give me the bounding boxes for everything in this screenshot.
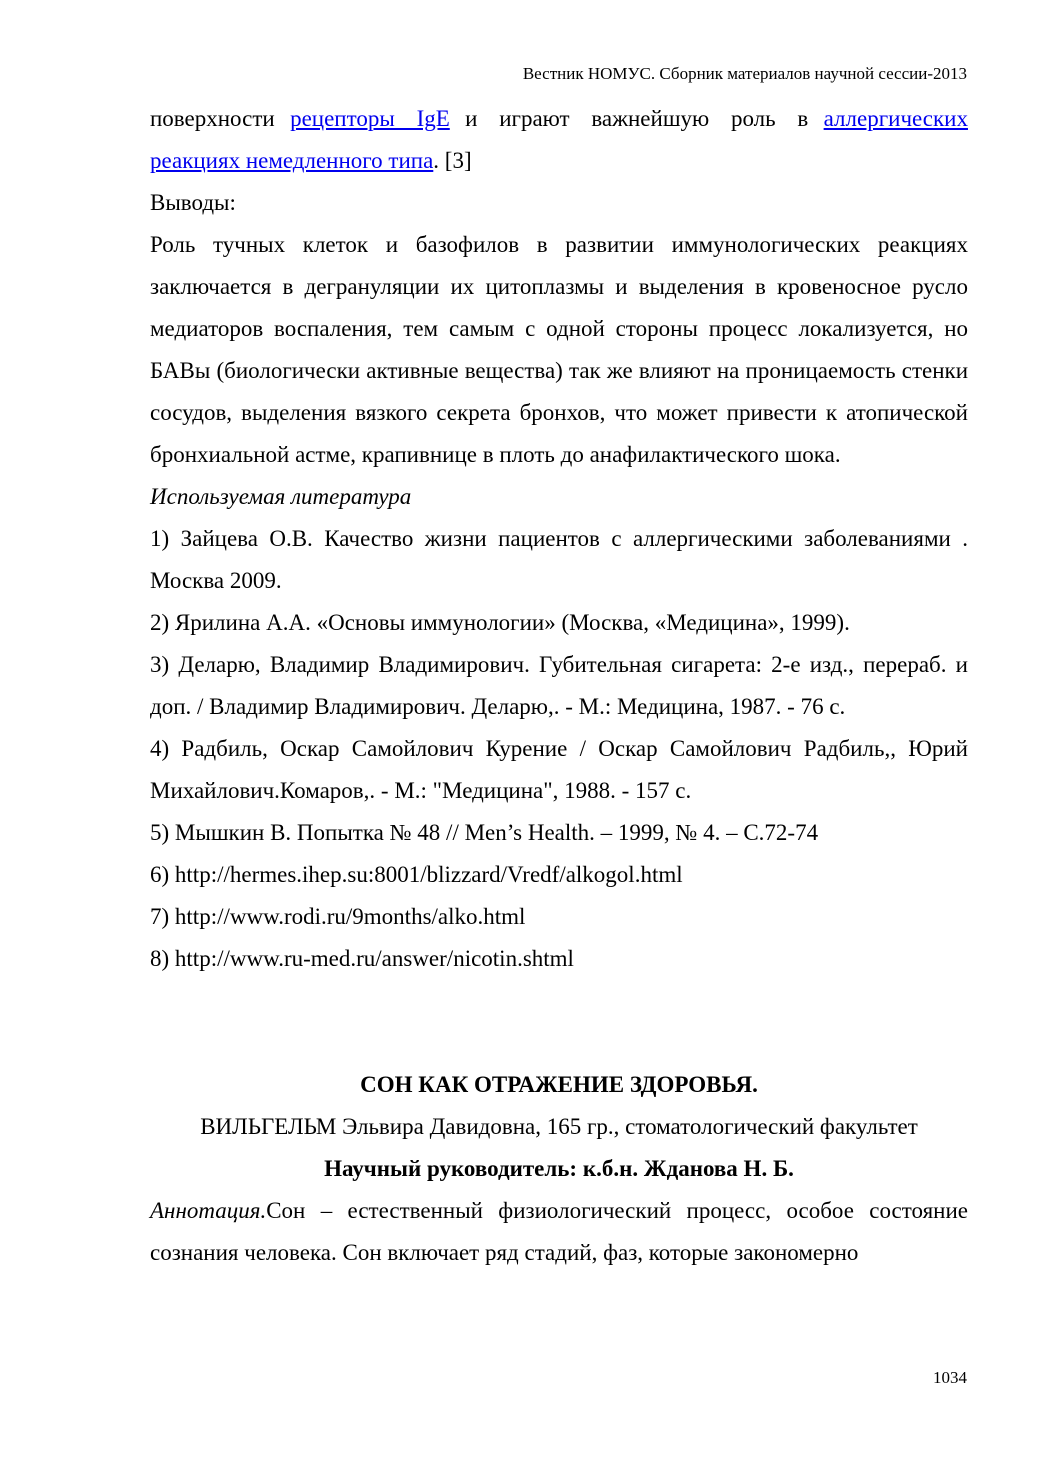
reference-item-5: 5) Мышкин В. Попытка № 48 // Men’s Health. – 1999, № 4. – С.72-74 [150, 820, 819, 845]
reference-item-6: 6) http://hermes.ihep.su:8001/blizzard/Vredf/alkogol.html [150, 862, 683, 887]
intro-paragraph [150, 98, 968, 182]
article-title: СОН КАК ОТРАЖЕНИЕ ЗДОРОВЬЯ. [360, 1072, 758, 1097]
page-number: 1034 [933, 1368, 967, 1387]
reference-item-7: 7) http://www.rodi.ru/9months/alko.html [150, 904, 526, 929]
section-gap [150, 980, 968, 1064]
reference-item-3: 3) Деларю, Владимир Владимирович. Губительная сигарета: 2-е изд., перераб. и доп. / Владимир Владимирович. Деларю,. - М.: Медицина, 1987. - 76 с. [150, 652, 968, 719]
article-author: ВИЛЬГЕЛЬМ Эльвира Давидовна, 165 гр., стоматологический факультет [200, 1114, 918, 1139]
reference-item-1: 1) Зайцева О.В. Качество жизни пациентов с аллергическими заболеваниями . Москва 2009. [150, 526, 968, 593]
intro-text-3: . [3] [433, 148, 472, 173]
annotation-paragraph [150, 1190, 968, 1274]
intro-text-1: поверхности [150, 106, 275, 131]
reference-item-4: 4) Радбиль, Оскар Самойлович Курение / Оскар Самойлович Радбиль,, Юрий Михайлович.Комаров,. - М.: "Медицина", 1988. - 157 с. [150, 736, 968, 803]
conclusions-heading: Выводы: [150, 190, 236, 215]
article-supervisor: Научный руководитель: к.б.н. Жданова Н. Б. [324, 1156, 794, 1181]
allergic-reactions-link[interactable]: аллергических [823, 106, 968, 131]
page-content [150, 98, 968, 1274]
reference-item-2: 2) Ярилина А.А. «Основы иммунологии» (Москва, «Медицина», 1999). [150, 610, 850, 635]
intro-text-2: и играют важнейшую роль в [465, 106, 809, 131]
intro-first-line [150, 98, 968, 140]
conclusions-text: Роль тучных клеток и базофилов в развитии иммунологических реакциях заключается в дегрануляции их цитоплазмы и выделения в кровеносное русло медиаторов воспаления, тем самым с одной стороны процесс локализуется, но БАВы (биологически активные вещества) так же влияют на проницаемость стенки сосудов, выделения вязкого секрета бронхов, что может привести к атопической бронхиальной астме, крапивнице в плоть до анафилактического шока. [150, 232, 968, 467]
annotation-text: Сон – естественный физиологический процесс, особое состояние сознания человека. Сон включает ряд стадий, фаз, которые закономерно [150, 1198, 968, 1265]
ige-receptors-link[interactable]: рецепторы IgE [290, 106, 450, 131]
running-header: Вестник НОМУС. Сборник материалов научной сессии-2013 [522, 64, 967, 83]
annotation-label: Аннотация. [150, 1198, 267, 1223]
immediate-reactions-link[interactable]: реакциях немедленного типа [150, 148, 434, 173]
reference-item-8: 8) http://www.ru-med.ru/answer/nicotin.shtml [150, 946, 574, 971]
references-heading: Используемая литература [150, 484, 412, 509]
